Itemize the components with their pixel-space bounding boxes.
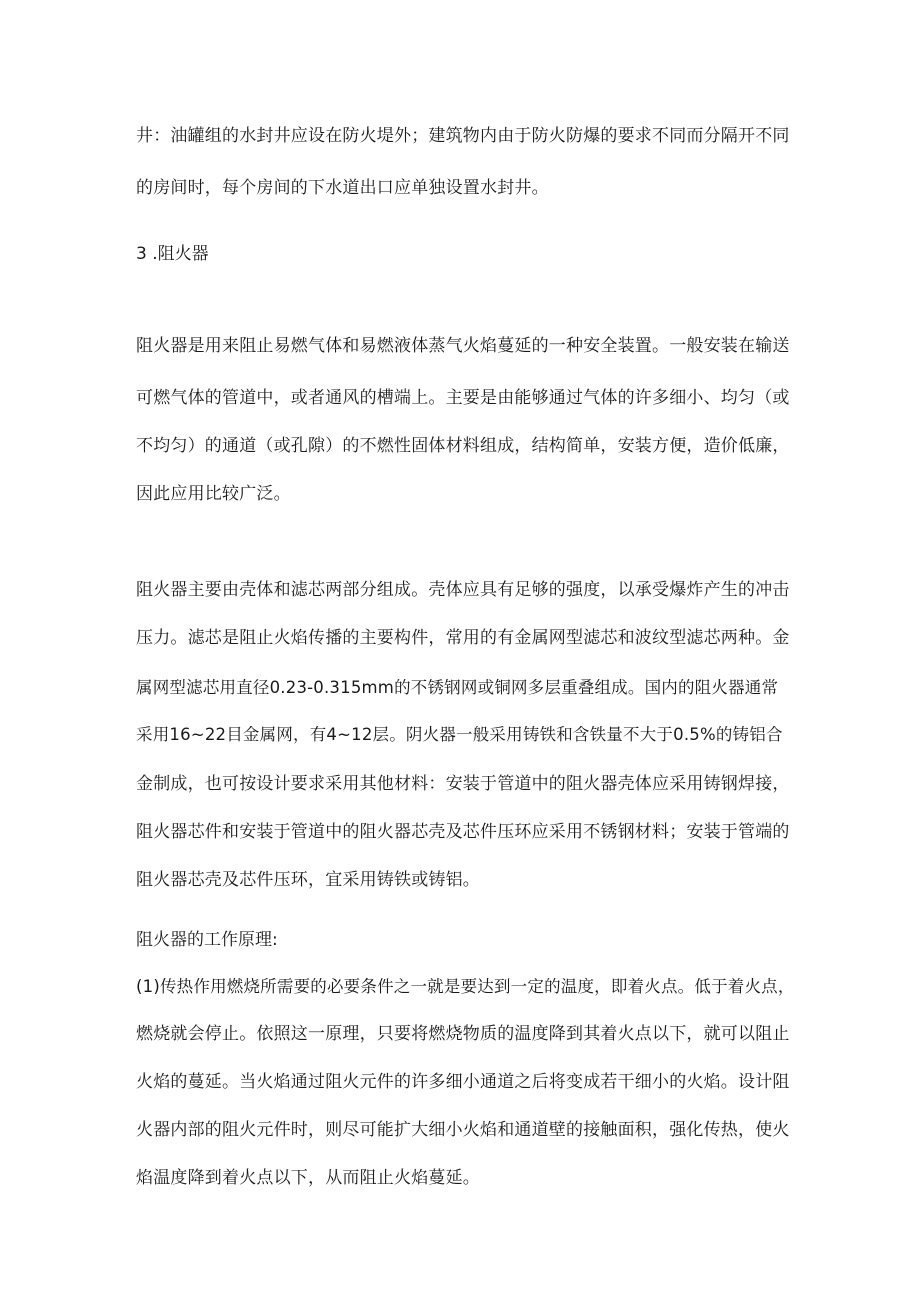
composition-line-1: 阻火器主要由壳体和滤芯两部分组成。壳体应具有足够的强度，以承受爆炸产生的冲击 (136, 580, 790, 600)
principle-line-3: 火焰的蔓延。当火焰通过阻火元件的许多细小通道之后将变成若干细小的火焰。设计阻 (136, 1072, 790, 1092)
principle-line-1: (1)传热作用燃烧所需要的必要条件之一就是要达到一定的温度，即着火点。低于着火点， (136, 977, 795, 996)
intro-line-2: 的房间时，每个房间的下水道出口应单独设置水封井。 (136, 178, 549, 198)
composition-line-3: 属网型滤芯用直径0.23-0.315mm的不锈钢网或铜网多层重叠组成。国内的阻火器通常 (136, 678, 779, 697)
principle-heading: 阻火器的工作原理: (136, 930, 278, 950)
principle-line-5: 焰温度降到着火点以下，从而阻止火焰蔓延。 (136, 1168, 480, 1188)
composition-line-4: 采用16~22目金属网，有4~12层。阴火器一般采用铸铁和含铁量不大于0.5%的铸铝合 (136, 725, 783, 744)
composition-line-6: 阻火器芯件和安装于管道中的阻火器芯壳及芯件压环应采用不锈钢材料；安装于管端的 (136, 822, 790, 842)
definition-line-2: 可燃气体的管道中，或者通风的槽端上。主要是由能够通过气体的许多细小、均匀（或 (136, 388, 790, 408)
composition-line-5: 金制成，也可按设计要求采用其他材料：安装于管道中的阻火器壳体应采用铸钢焊接， (136, 774, 790, 794)
definition-line-1: 阻火器是用来阻止易燃气体和易燃液体蒸气火焰蔓延的一种安全装置。一般安装在输送 (136, 336, 790, 356)
principle-line-4: 火器内部的阻火元件时，则尽可能扩大细小火焰和通道壁的接触面积，强化传热，使火 (136, 1120, 790, 1140)
definition-line-4: 因此应用比较广泛。 (136, 484, 291, 504)
intro-line-1: 井：油罐组的水封井应设在防火堤外；建筑物内由于防火防爆的要求不同而分隔开不同 (136, 126, 790, 146)
section-heading: 3 .阻火器 (136, 244, 209, 264)
composition-line-2: 压力。滤芯是阻止火焰传播的主要构件，常用的有金属网型滤芯和波纹型滤芯两种。金 (136, 628, 790, 648)
principle-line-2: 燃烧就会停止。依照这一原理，只要将燃烧物质的温度降到其着火点以下，就可以阻止 (136, 1024, 790, 1044)
composition-line-7: 阻火器芯壳及芯件压环，宜采用铸铁或铸铝。 (136, 870, 480, 890)
definition-line-3: 不均匀）的通道（或孔隙）的不燃性固体材料组成，结构简单，安装方便，造价低廉， (136, 436, 790, 456)
